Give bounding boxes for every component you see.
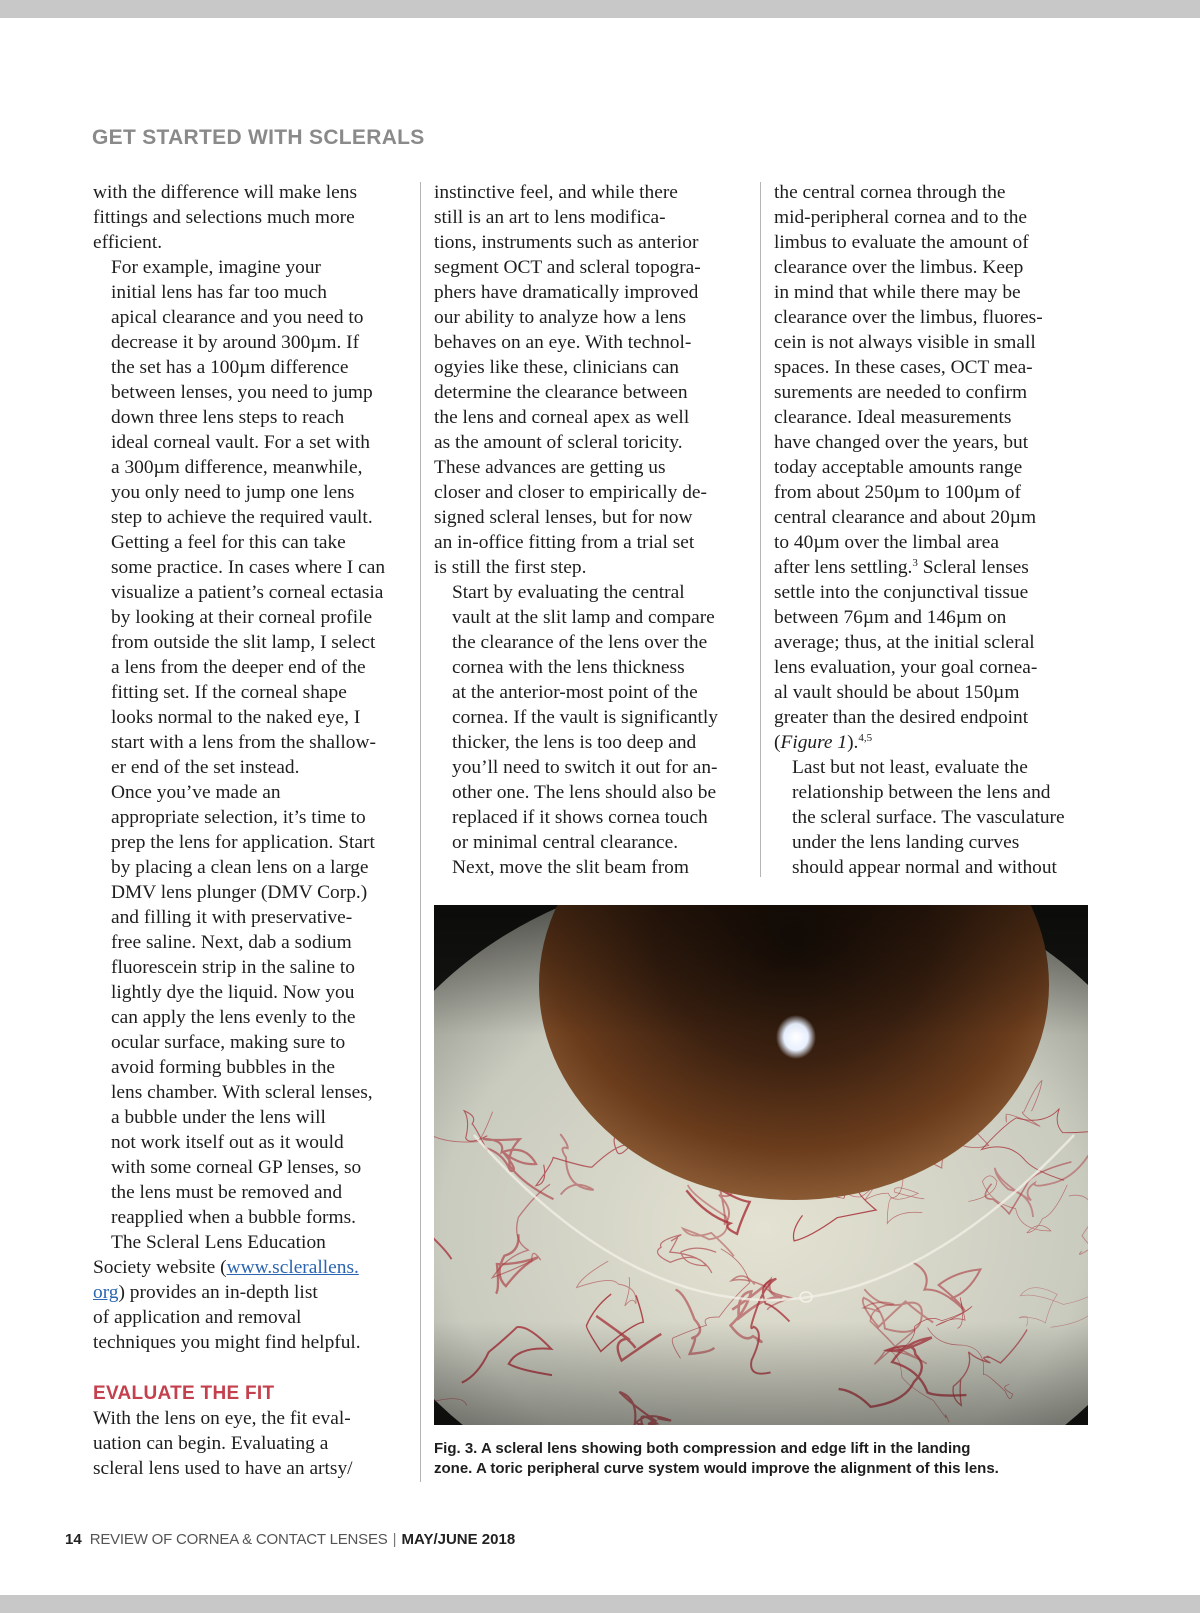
text-line: apical clearance and you need to bbox=[111, 307, 364, 328]
text-line: lens evaluation, your goal cornea- bbox=[774, 657, 1038, 678]
paragraph bbox=[434, 180, 746, 580]
text-line: with some corneal GP lenses, so bbox=[111, 1157, 362, 1178]
text-line: efficient. bbox=[93, 232, 163, 253]
text-line: avoid forming bubbles in the bbox=[111, 1057, 336, 1078]
text-fragment: ( bbox=[774, 732, 781, 753]
text-lines bbox=[93, 1305, 411, 1355]
text-line: still is an art to lens modifica- bbox=[434, 207, 666, 228]
photo-vignette bbox=[434, 905, 1088, 1425]
text-line: settle into the conjunctival tissue bbox=[774, 582, 1029, 603]
text-line: spaces. In these cases, OCT mea- bbox=[774, 357, 1033, 378]
text-line: start with a lens from the shallow- bbox=[111, 732, 376, 753]
text-line: Start by evaluating the central bbox=[452, 582, 685, 603]
text-line: our ability to analyze how a lens bbox=[434, 307, 687, 328]
text-fragment: ). bbox=[847, 732, 859, 753]
text-line: fitting set. If the corneal shape bbox=[111, 682, 347, 703]
text-fragment: Scleral lenses bbox=[917, 557, 1029, 578]
paragraph bbox=[93, 1406, 411, 1481]
text-line: Last but not least, evaluate the bbox=[792, 757, 1028, 778]
text-line: from outside the slit lamp, I select bbox=[111, 632, 376, 653]
paragraph bbox=[434, 855, 746, 880]
text-line: or minimal central clearance. bbox=[452, 832, 679, 853]
text-line: of application and removal bbox=[93, 1307, 302, 1328]
reference-superscript: 4,5 bbox=[858, 732, 873, 744]
text-line: not work itself out as it would bbox=[111, 1132, 344, 1153]
text-line: surements are needed to confirm bbox=[774, 382, 1028, 403]
text-lines bbox=[774, 180, 1090, 555]
text-line: as the amount of scleral toricity. bbox=[434, 432, 683, 453]
text-line: vault at the slit lamp and compare bbox=[452, 607, 715, 628]
text-line: ogyies like these, clinicians can bbox=[434, 357, 679, 378]
text-line: visualize a patient’s corneal ectasia bbox=[111, 582, 384, 603]
text-line: tions, instruments such as anterior bbox=[434, 232, 699, 253]
text-line bbox=[93, 1255, 411, 1280]
paragraph bbox=[93, 255, 411, 780]
text-line: Once you’ve made an bbox=[111, 782, 281, 803]
text-fragment: Society website ( bbox=[93, 1257, 227, 1278]
text-line: at the anterior-most point of the bbox=[452, 682, 698, 703]
text-line: cein is not always visible in small bbox=[774, 332, 1036, 353]
sclerallens-link-continued[interactable]: org bbox=[93, 1282, 119, 1303]
text-line: average; thus, at the initial scleral bbox=[774, 632, 1035, 653]
article-column-2 bbox=[434, 180, 746, 880]
text-line: clearance over the limbus. Keep bbox=[774, 257, 1024, 278]
text-line: the clearance of the lens over the bbox=[452, 632, 708, 653]
text-line: For example, imagine your bbox=[111, 257, 322, 278]
text-line: clearance. Ideal measurements bbox=[774, 407, 1012, 428]
page-footer bbox=[65, 1531, 515, 1548]
text-line: with the difference will make lens bbox=[93, 182, 358, 203]
text-line: central clearance and about 20µm bbox=[774, 507, 1037, 528]
text-line: er end of the set instead. bbox=[111, 757, 300, 778]
reference-superscript: 3 bbox=[912, 557, 918, 569]
text-line: Getting a feel for this can take bbox=[111, 532, 346, 553]
text-line: the central cornea through the bbox=[774, 182, 1006, 203]
text-line bbox=[93, 1280, 411, 1305]
paragraph bbox=[434, 580, 746, 855]
text-line: ocular surface, making sure to bbox=[111, 1032, 346, 1053]
text-line: some practice. In cases where I can bbox=[111, 557, 386, 578]
caption-line: Fig. 3. A scleral lens showing both compression and edge lift in the landing bbox=[434, 1440, 971, 1457]
paragraph-with-link bbox=[93, 1255, 411, 1355]
article-column-1 bbox=[93, 180, 411, 1481]
text-line: Next, move the slit beam from bbox=[452, 857, 689, 878]
text-line: can apply the lens evenly to the bbox=[111, 1007, 356, 1028]
text-line: closer and closer to empirically de- bbox=[434, 482, 707, 503]
text-line: DMV lens plunger (DMV Corp.) bbox=[111, 882, 368, 903]
paragraph bbox=[93, 780, 411, 1255]
text-line: the scleral surface. The vasculature bbox=[792, 807, 1065, 828]
text-line: in mind that while there may be bbox=[774, 282, 1021, 303]
text-line: behaves on an eye. With technol- bbox=[434, 332, 692, 353]
text-line: from about 250µm to 100µm of bbox=[774, 482, 1021, 503]
column-divider bbox=[760, 182, 761, 877]
text-fragment: ) provides an in-depth list bbox=[118, 1282, 318, 1303]
text-line: The Scleral Lens Education bbox=[111, 1232, 326, 1253]
text-line: fittings and selections much more bbox=[93, 207, 355, 228]
text-line: to 40µm over the limbal area bbox=[774, 532, 999, 553]
scleral-lens-eye-image bbox=[434, 905, 1088, 1425]
text-line: a 300µm difference, meanwhile, bbox=[111, 457, 363, 478]
figure-reference: Figure 1 bbox=[780, 732, 848, 753]
text-line: looks normal to the naked eye, I bbox=[111, 707, 361, 728]
text-line: by placing a clean lens on a large bbox=[111, 857, 369, 878]
text-line: prep the lens for application. Start bbox=[111, 832, 375, 853]
text-line: step to achieve the required vault. bbox=[111, 507, 373, 528]
text-line: thicker, the lens is too deep and bbox=[452, 732, 697, 753]
text-line: a bubble under the lens will bbox=[111, 1107, 326, 1128]
section-header: GET STARTED WITH SCLERALS bbox=[92, 126, 425, 149]
text-line: decrease it by around 300µm. If bbox=[111, 332, 360, 353]
text-line: between lenses, you need to jump bbox=[111, 382, 373, 403]
text-line: determine the clearance between bbox=[434, 382, 688, 403]
column-divider bbox=[420, 182, 421, 1482]
text-line: the lens must be removed and bbox=[111, 1182, 343, 1203]
text-line bbox=[774, 555, 1090, 580]
text-line: With the lens on eye, the fit eval- bbox=[93, 1408, 351, 1429]
text-line: clearance over the limbus, fluores- bbox=[774, 307, 1043, 328]
text-line bbox=[774, 730, 1090, 755]
text-fragment: after lens settling. bbox=[774, 557, 913, 578]
text-line: lens chamber. With scleral lenses, bbox=[111, 1082, 373, 1103]
text-line: phers have dramatically improved bbox=[434, 282, 699, 303]
text-line: lightly dye the liquid. Now you bbox=[111, 982, 355, 1003]
text-line: under the lens landing curves bbox=[792, 832, 1020, 853]
text-line: other one. The lens should also be bbox=[452, 782, 717, 803]
paragraph bbox=[774, 180, 1090, 755]
publication-name: REVIEW OF CORNEA & CONTACT LENSES bbox=[89, 1531, 388, 1548]
text-line: replaced if it shows cornea touch bbox=[452, 807, 708, 828]
sclerallens-link[interactable]: www.sclerallens. bbox=[226, 1257, 359, 1278]
text-line: scleral lens used to have an artsy/ bbox=[93, 1458, 353, 1479]
paragraph bbox=[774, 755, 1090, 880]
text-line: an in-office fitting from a trial set bbox=[434, 532, 695, 553]
caption-line: zone. A toric peripheral curve system would improve the alignment of this lens. bbox=[434, 1460, 999, 1477]
figure-caption bbox=[434, 1439, 1094, 1479]
text-line: mid-peripheral cornea and to the bbox=[774, 207, 1028, 228]
text-line: have changed over the years, but bbox=[774, 432, 1029, 453]
text-line: a lens from the deeper end of the bbox=[111, 657, 366, 678]
page-number: 14 bbox=[65, 1531, 82, 1548]
text-line: should appear normal and without bbox=[792, 857, 1057, 878]
text-line: the set has a 100µm difference bbox=[111, 357, 349, 378]
text-line: al vault should be about 150µm bbox=[774, 682, 1020, 703]
text-line: segment OCT and scleral topogra- bbox=[434, 257, 701, 278]
text-line: ideal corneal vault. For a set with bbox=[111, 432, 370, 453]
text-line: techniques you might find helpful. bbox=[93, 1332, 361, 1353]
text-line: and filling it with preservative- bbox=[111, 907, 353, 928]
footer-separator: | bbox=[392, 1531, 397, 1548]
eye-photo-figure bbox=[434, 905, 1088, 1425]
text-line: between 76µm and 146µm on bbox=[774, 607, 1007, 628]
text-line: the lens and corneal apex as well bbox=[434, 407, 690, 428]
article-column-3 bbox=[774, 180, 1090, 880]
text-line: down three lens steps to reach bbox=[111, 407, 345, 428]
text-line: fluorescein strip in the saline to bbox=[111, 957, 355, 978]
text-line: cornea with the lens thickness bbox=[452, 657, 685, 678]
text-line: today acceptable amounts range bbox=[774, 457, 1023, 478]
text-line: greater than the desired endpoint bbox=[774, 707, 1029, 728]
paragraph bbox=[93, 180, 411, 255]
top-border-bar bbox=[0, 0, 1200, 18]
text-line: These advances are getting us bbox=[434, 457, 666, 478]
text-line: limbus to evaluate the amount of bbox=[774, 232, 1029, 253]
text-line: signed scleral lenses, but for now bbox=[434, 507, 693, 528]
text-line: instinctive feel, and while there bbox=[434, 182, 678, 203]
bottom-border-bar bbox=[0, 1595, 1200, 1613]
text-lines bbox=[774, 580, 1090, 730]
text-line: by looking at their corneal profile bbox=[111, 607, 373, 628]
text-line: cornea. If the vault is significantly bbox=[452, 707, 718, 728]
text-line: reapplied when a bubble forms. bbox=[111, 1207, 356, 1228]
text-line: appropriate selection, it’s time to bbox=[111, 807, 366, 828]
text-line: free saline. Next, dab a sodium bbox=[111, 932, 352, 953]
text-line: uation can begin. Evaluating a bbox=[93, 1433, 329, 1454]
text-line: you only need to jump one lens bbox=[111, 482, 355, 503]
text-line: initial lens has far too much bbox=[111, 282, 327, 303]
issue-date: MAY/JUNE 2018 bbox=[401, 1531, 516, 1548]
text-line: is still the first step. bbox=[434, 557, 587, 578]
section-heading-evaluate-fit: EVALUATE THE FIT bbox=[93, 1383, 275, 1404]
text-line: relationship between the lens and bbox=[792, 782, 1051, 803]
text-line: you’ll need to switch it out for an- bbox=[452, 757, 718, 778]
